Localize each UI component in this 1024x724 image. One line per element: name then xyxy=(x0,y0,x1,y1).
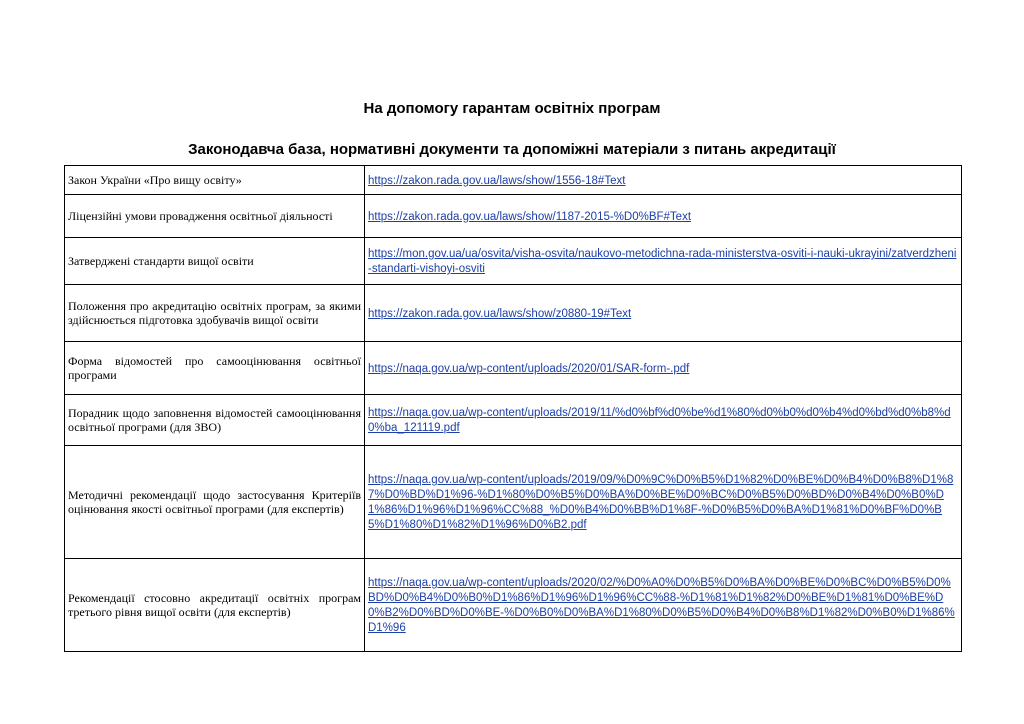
table-row xyxy=(65,166,962,195)
document-name: Форма відомостей про самооцінювання освітньої програми xyxy=(65,342,365,395)
document-name: Ліцензійні умови провадження освітньої діяльності xyxy=(65,195,365,238)
document-name: Порадник щодо заповнення відомостей самооцінювання освітньої програми (для ЗВО) xyxy=(65,395,365,446)
table-row xyxy=(65,195,962,238)
document-link[interactable]: https://naqa.gov.ua/wp-content/uploads/2020/02/%D0%A0%D0%B5%D0%BA%D0%BE%D0%BC%D0%B5%D0%BD%D0%B4%D0%B0%D1%86%D1%96%D1%96%CC%88-%D1%81%D1%82%D0%BE%D1%81%D0%BE%D0%B2%D0%BD%D0%BE-%D0%B0%D0%BA%D1%80%D0%B5%D0%B4%D0%B8%D1%82%D0%B0%D1%86%D1%96 xyxy=(368,577,955,634)
document-link[interactable]: https://zakon.rada.gov.ua/laws/show/1187-2015-%D0%BF#Text xyxy=(368,210,692,223)
page-subtitle: Законодавча база, нормативні документи та допоміжні матеріали з питань акредитації xyxy=(188,141,836,158)
document-name: Положення про акредитацію освітніх програм, за якими здійснюється підготовка здобувачів вищої освіти xyxy=(65,285,365,342)
document-name: Методичні рекомендації щодо застосування Критеріїв оцінювання якості освітньої програми (для експертів) xyxy=(65,446,365,559)
table-row xyxy=(65,285,962,342)
table-row xyxy=(65,559,962,652)
document-name: Затверджені стандарти вищої освіти xyxy=(65,238,365,285)
document-name: Закон України «Про вищу освіту» xyxy=(65,166,365,195)
resources-table xyxy=(64,165,962,652)
document-link[interactable]: https://naqa.gov.ua/wp-content/uploads/2019/11/%d0%bf%d0%be%d1%80%d0%b0%d0%b4%d0%bd%d0%b8%d0%ba_121119.pdf xyxy=(368,407,951,434)
document-link[interactable]: https://mon.gov.ua/ua/osvita/visha-osvita/naukovo-metodichna-rada-ministerstva-osviti-i-nauki-ukrayini/zatverdzheni-standarti-vishoyi-osviti xyxy=(368,248,957,275)
table-row xyxy=(65,238,962,285)
document-name: Рекомендації стосовно акредитації освітніх програм третього рівня вищої освіти (для експертів) xyxy=(65,559,365,652)
document-link[interactable]: https://zakon.rada.gov.ua/laws/show/1556-18#Text xyxy=(368,174,626,187)
table-row xyxy=(65,342,962,395)
document-link[interactable]: https://naqa.gov.ua/wp-content/uploads/2019/09/%D0%9C%D0%B5%D1%82%D0%BE%D0%B4%D0%B8%D1%87%D0%BD%D1%96-%D1%80%D0%B5%D0%BA%D0%BE%D0%BC%D0%B5%D0%BD%D0%B4%D0%B0%D1%86%D1%96%D1%96%CC%88_%D0%B4%D0%BB%D1%8F-%D0%B5%D0%BA%D1%81%D0%BF%D0%B5%D1%80%D1%82%D1%96%D0%B2.pdf xyxy=(368,474,954,531)
document-link[interactable]: https://naqa.gov.ua/wp-content/uploads/2020/01/SAR-form-.pdf xyxy=(368,362,690,375)
document-link[interactable]: https://zakon.rada.gov.ua/laws/show/z0880-19#Text xyxy=(368,307,632,320)
table-row xyxy=(65,395,962,446)
page-title: На допомогу гарантам освітніх програм xyxy=(363,100,661,117)
table-row xyxy=(65,446,962,559)
